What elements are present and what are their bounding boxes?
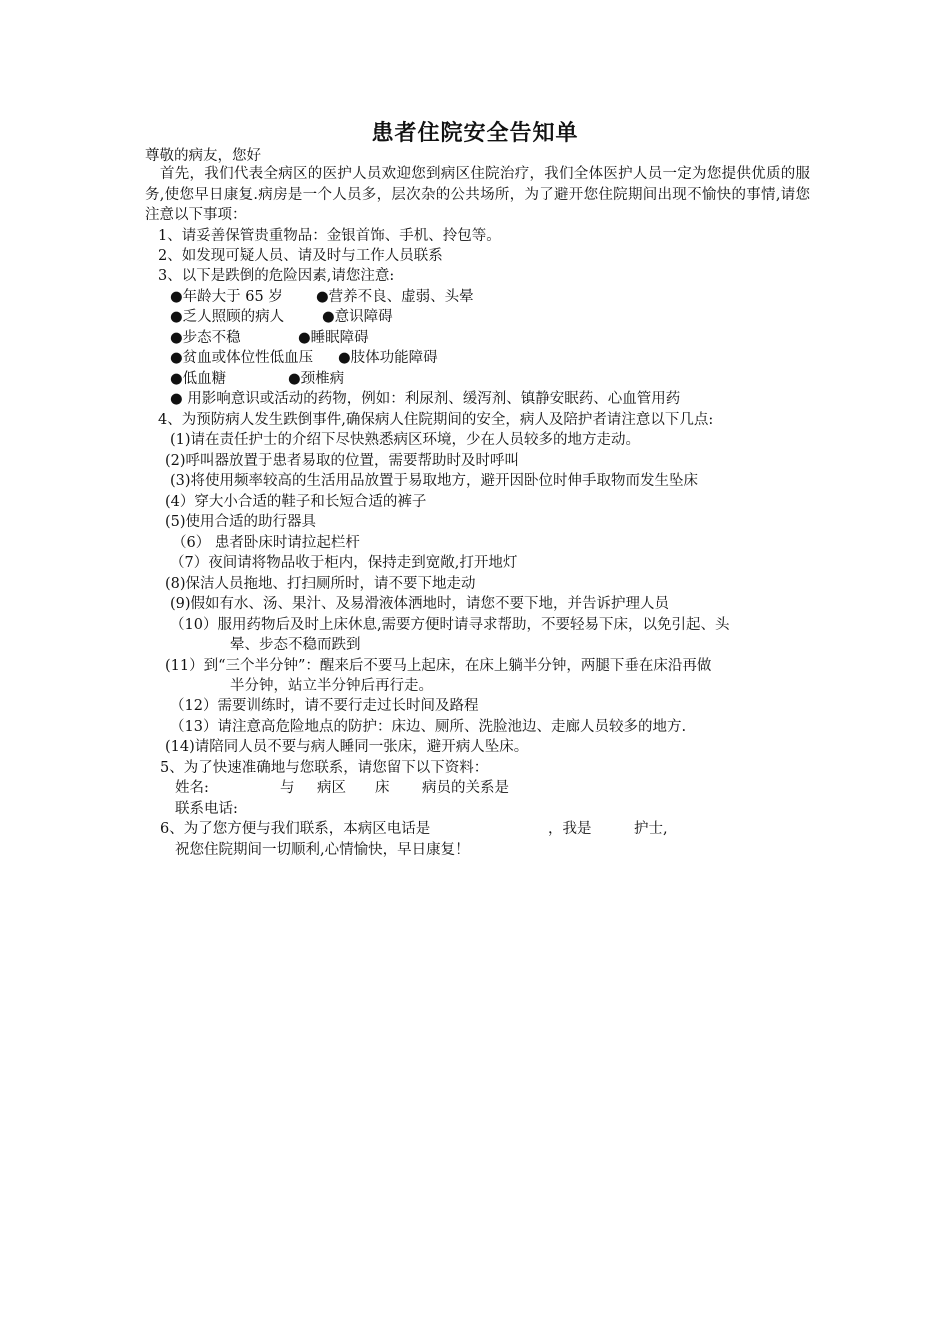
risk-row — [170, 328, 810, 348]
item-1: 1、请妥善保管贵重物品：金银首饰、手机、拎包等。 — [158, 228, 501, 244]
sub-item: (4）穿大小合适的鞋子和长短合适的裤子 — [165, 494, 427, 510]
sub-item: (2)呼叫器放置于患者易取的位置，需要帮助时及时呼叫 — [165, 453, 520, 469]
risk-factor-right: ●睡眠障碍 — [298, 330, 369, 346]
item-6-text: 6、为了您方便与我们联系，本病区电话是 — [160, 821, 431, 837]
item-6-nurse: 护士, — [634, 821, 668, 837]
sub-item: （6） 患者卧床时请拉起栏杆 — [172, 535, 360, 551]
item-2: 2、如发现可疑人员、请及时与工作人员联系 — [158, 248, 443, 264]
intro-paragraph: 首先，我们代表全病区的医护人员欢迎您到病区住院治疗，我们全体医护人员一定为您提供优质的服务,使您早日康复.病房是一个人员多，层次杂的公共场所，为了避开您住院期间出现不愉快的事情,请您注意以下事项： — [145, 166, 810, 223]
risk-row — [170, 348, 810, 368]
risk-factor-left: ●步态不稳 — [170, 330, 241, 346]
page-title: 患者住院安全告知单 — [371, 121, 579, 146]
sub-item: (11）到“三个半分钟”：醒来后不要马上起床，在床上躺半分钟，两腿下垂在床沿再做 — [165, 658, 712, 674]
contact-form-row — [175, 778, 775, 798]
sub-item: （13）请注意高危险地点的防护：床边、厕所、洗脸池边、走廊人员较多的地方. — [170, 719, 687, 735]
item-6-row — [160, 819, 760, 839]
bed-label: 床 — [375, 780, 390, 796]
closing-wish: 祝您住院期间一切顺利,心情愉快，早日康复！ — [175, 842, 470, 858]
greeting: 尊敬的病友，您好 — [145, 148, 261, 164]
risk-factor-right: ●营养不良、虚弱、头晕 — [316, 289, 474, 305]
sub-item-continued: 晕、步态不稳而跌到 — [230, 637, 361, 653]
name-label: 姓名: — [175, 780, 209, 796]
relation-with-label: 与 — [280, 780, 295, 796]
risk-factor-left: ●低血糖 — [170, 371, 227, 387]
risk-row — [170, 287, 810, 307]
contact-phone-label: 联系电话: — [175, 801, 238, 817]
risk-factor-left: ●乏人照顾的病人 — [170, 309, 285, 325]
ward-label: 病区 — [317, 780, 346, 796]
risk-factor-left: ●年龄大于 65 岁 — [170, 289, 283, 305]
sub-item: (8)保洁人员拖地、打扫厕所时，请不要下地走动 — [165, 576, 476, 592]
item-4: 4、为预防病人发生跌倒事件,确保病人住院期间的安全，病人及陪护者请注意以下几点: — [158, 412, 714, 428]
risk-factor-right: ●意识障碍 — [322, 309, 393, 325]
item-3: 3、以下是跌倒的危险因素,请您注意: — [158, 268, 395, 284]
sub-item: （10）服用药物后及时上床休息,需要方便时请寻求帮助，不要轻易下床，以免引起、头 — [170, 617, 730, 633]
risk-row — [170, 307, 810, 327]
item-6-iam: ，我是 — [548, 821, 592, 837]
sub-item-continued: 半分钟，站立半分钟后再行走。 — [230, 678, 433, 694]
sub-item: (3)将使用频率较高的生活用品放置于易取地方，避开因卧位时伸手取物而发生坠床 — [170, 473, 699, 489]
sub-item: (14)请陪同人员不要与病人睡同一张床，避开病人坠床。 — [165, 739, 529, 755]
risk-factor-right: ●肢体功能障碍 — [338, 350, 438, 366]
risk-factor-left: ●贫血或体位性低血压 — [170, 350, 314, 366]
risk-factor-right: ●颈椎病 — [288, 371, 345, 387]
sub-item: (5)使用合适的助行器具 — [165, 514, 317, 530]
risk-factor-medication: ● 用影响意识或活动的药物，例如：利尿剂、缓泻剂、镇静安眠药、心血管用药 — [170, 391, 681, 407]
relation-label: 病员的关系是 — [422, 780, 509, 796]
sub-item: （7）夜间请将物品收于柜内，保持走到宽敞,打开地灯 — [170, 555, 518, 571]
sub-item: (9)假如有水、汤、果汁、及易滑液体洒地时，请您不要下地，并告诉护理人员 — [170, 596, 670, 612]
risk-row — [170, 369, 810, 389]
sub-item: （12）需要训练时，请不要行走过长时间及路程 — [170, 698, 479, 714]
sub-item: (1)请在责任护士的介绍下尽快熟悉病区环境，少在人员较多的地方走动。 — [170, 432, 641, 448]
item-5: 5、为了快速准确地与您联系，请您留下以下资料： — [160, 760, 489, 776]
